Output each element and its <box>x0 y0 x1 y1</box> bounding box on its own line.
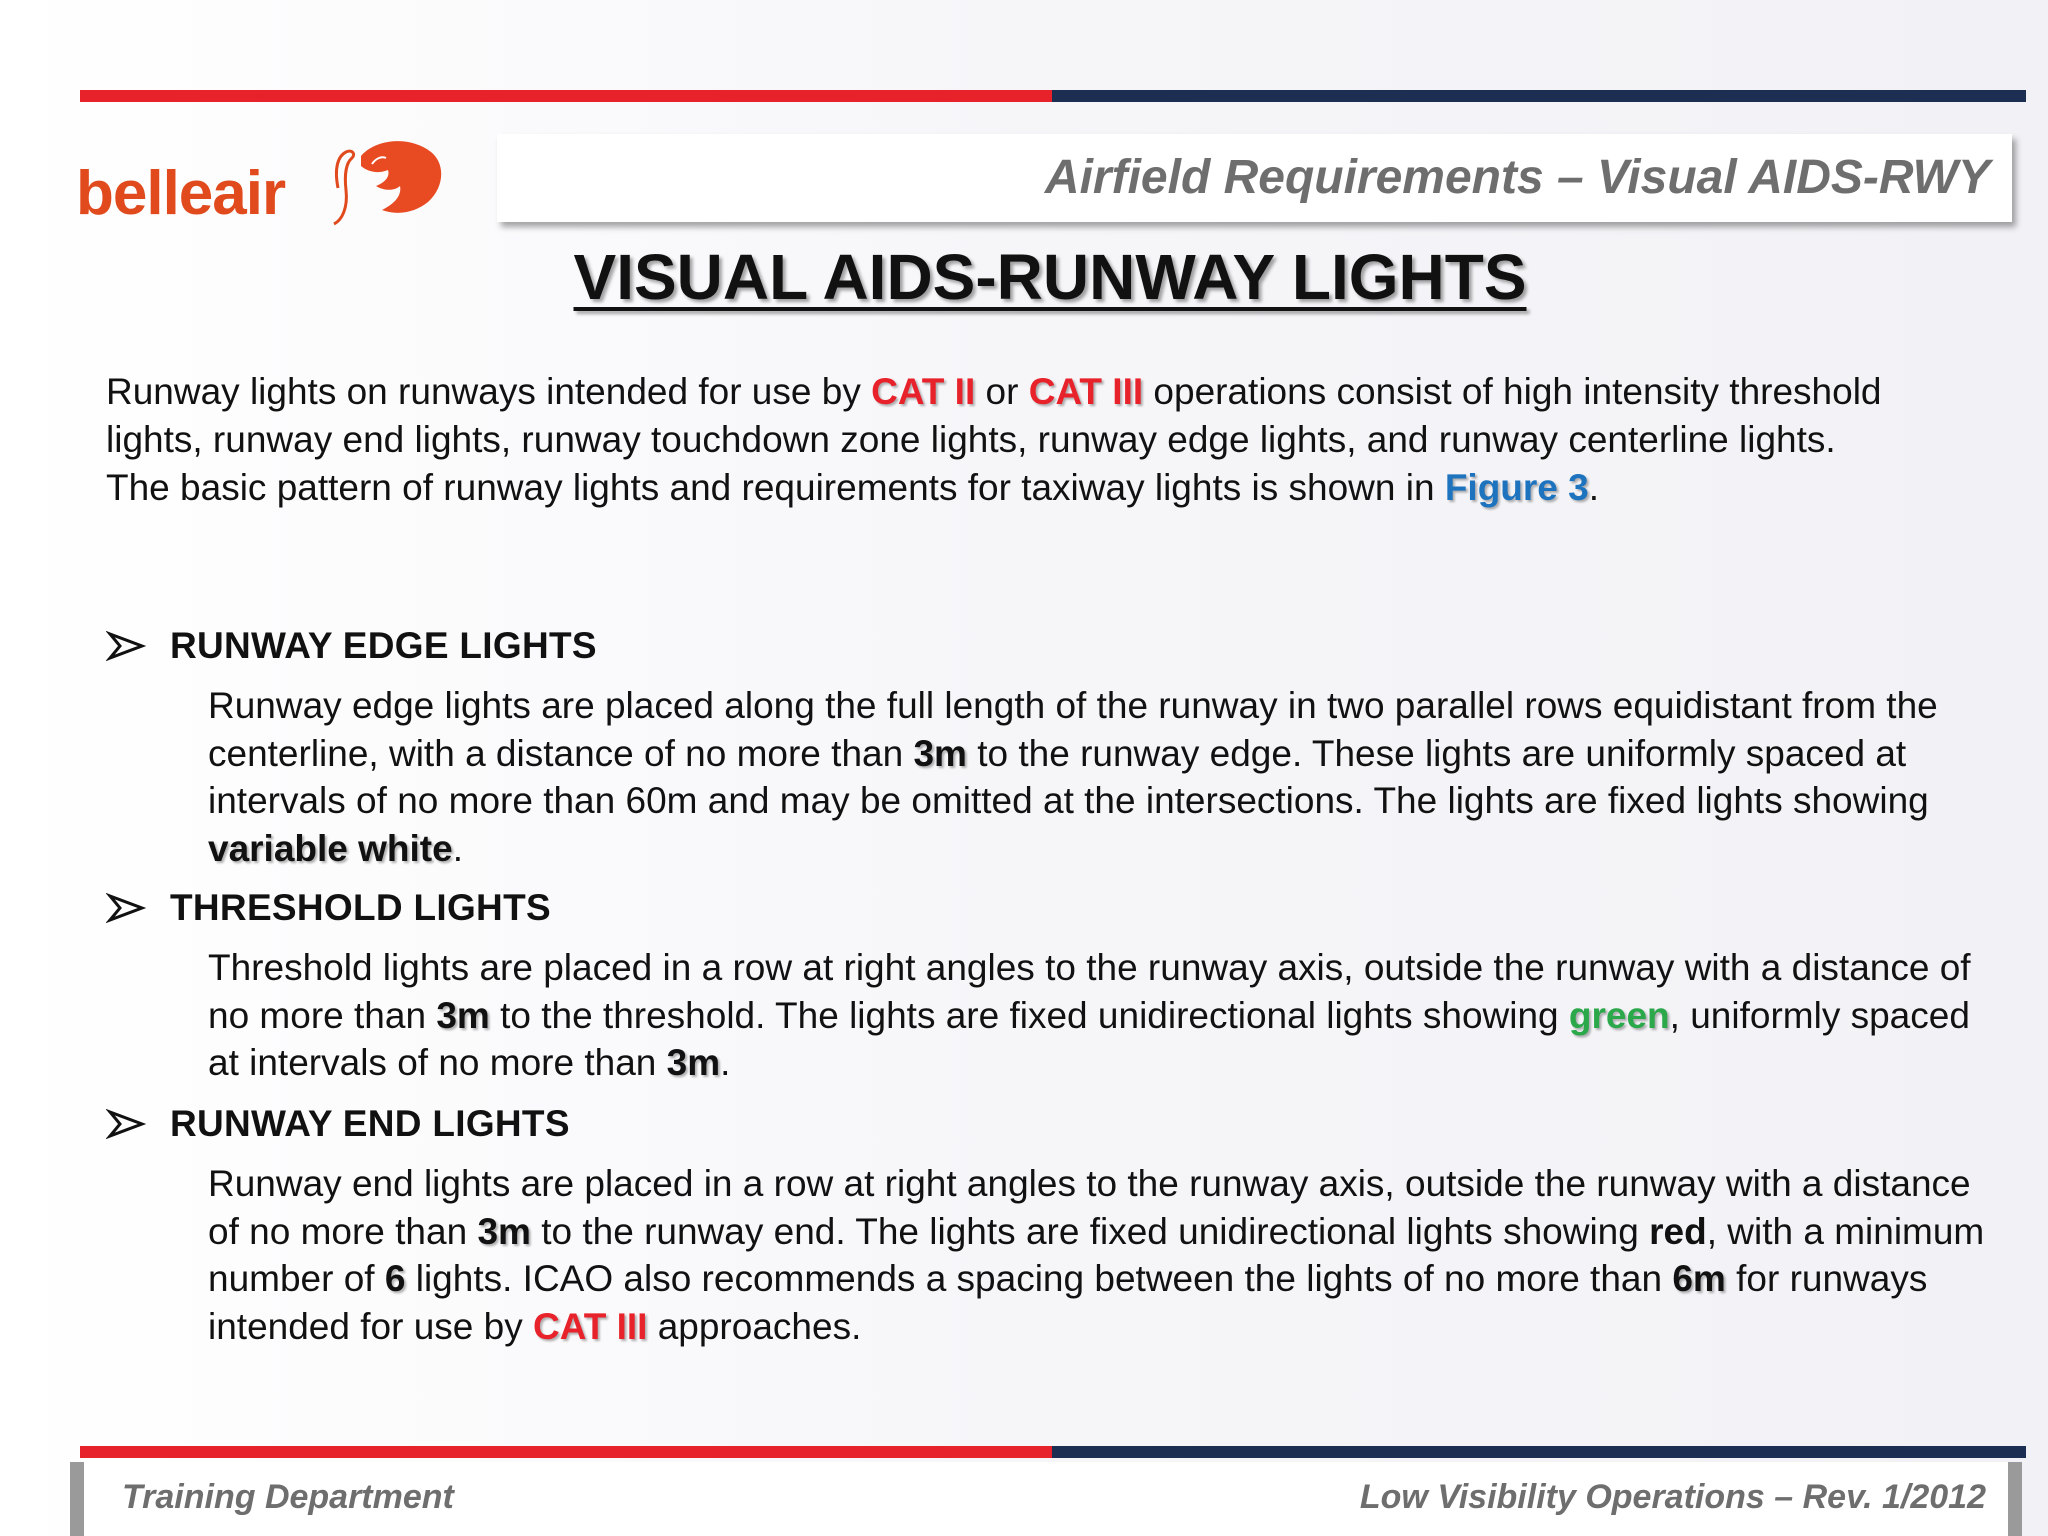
arrow-bullet-icon <box>106 890 148 926</box>
section-header <box>106 884 2006 932</box>
page-title: VISUAL AIDS-RUNWAY LIGHTS <box>573 241 1527 313</box>
top-accent-bar-red <box>80 90 1052 102</box>
cat-iii-label: CAT III <box>1028 371 1144 412</box>
section-threshold-lights <box>106 884 2006 1087</box>
section-header <box>106 622 2006 670</box>
section-body: Runway end lights are placed in a row at right angles to the runway axis, outside the runway with a distance of no more than 3m to the runway end. The lights are fixed unidirectional lights showing red, with a minimum number of 6 lights. ICAO also recommends a spacing between the lights of no more than 6m for runways intended for use by CAT III approaches. <box>208 1163 1985 1347</box>
bottom-accent-bar-red <box>80 1446 1052 1458</box>
header-title: Airfield Requirements – Visual AIDS-RWY <box>1044 151 1990 204</box>
section-runway-end-lights <box>106 1100 2006 1350</box>
intro-paragraph-1: Runway lights on runways intended for use by CAT II or CAT III operations consist of high intensity threshold lights, runway end lights, runway touchdown zone lights, runway edge lights, and runway centerline lights. <box>106 371 1882 460</box>
section-title: RUNWAY END LIGHTS <box>170 1103 570 1144</box>
section-body: Threshold lights are placed in a row at right angles to the runway axis, outside the runway with a distance of no more than 3m to the threshold. The lights are fixed unidirectional lights showing green, uniformly spaced at intervals of no more than 3m. <box>208 947 1971 1083</box>
top-accent-bar-navy <box>1052 90 2026 102</box>
footer-revision: Low Visibility Operations – Rev. 1/2012 <box>1359 1478 1986 1516</box>
header-title-box <box>497 134 2012 222</box>
logo-wordmark: belleair <box>76 159 286 228</box>
section-title: THRESHOLD LIGHTS <box>170 887 551 928</box>
arrow-bullet-icon <box>106 628 148 664</box>
section-title: RUNWAY EDGE LIGHTS <box>170 625 597 666</box>
footer-department: Training Department <box>122 1478 454 1516</box>
section-body: Runway edge lights are placed along the full length of the runway in two parallel rows equidistant from the centerline, with a distance of no more than 3m to the runway edge. These lights are uniformly spaced at intervals of no more than 60m and may be omitted at the intersections. The lights are fixed lights showing variable white. <box>208 685 1938 869</box>
footer <box>70 1462 2022 1536</box>
cat-ii-label: CAT II <box>871 371 976 412</box>
logo-bird-icon <box>76 128 456 238</box>
arrow-bullet-icon <box>106 1106 148 1142</box>
section-header <box>106 1100 2006 1148</box>
figure-3-reference: Figure 3 <box>1444 467 1589 508</box>
intro-text <box>106 368 1986 512</box>
bottom-accent-bar-navy <box>1052 1446 2026 1458</box>
section-runway-edge-lights <box>106 622 2006 872</box>
top-accent-bar <box>80 90 2026 102</box>
intro-paragraph-2: The basic pattern of runway lights and requirements for taxiway lights is shown in Figure 3. <box>106 467 1600 508</box>
bottom-accent-bar <box>80 1446 2026 1458</box>
belleair-logo <box>76 128 456 238</box>
